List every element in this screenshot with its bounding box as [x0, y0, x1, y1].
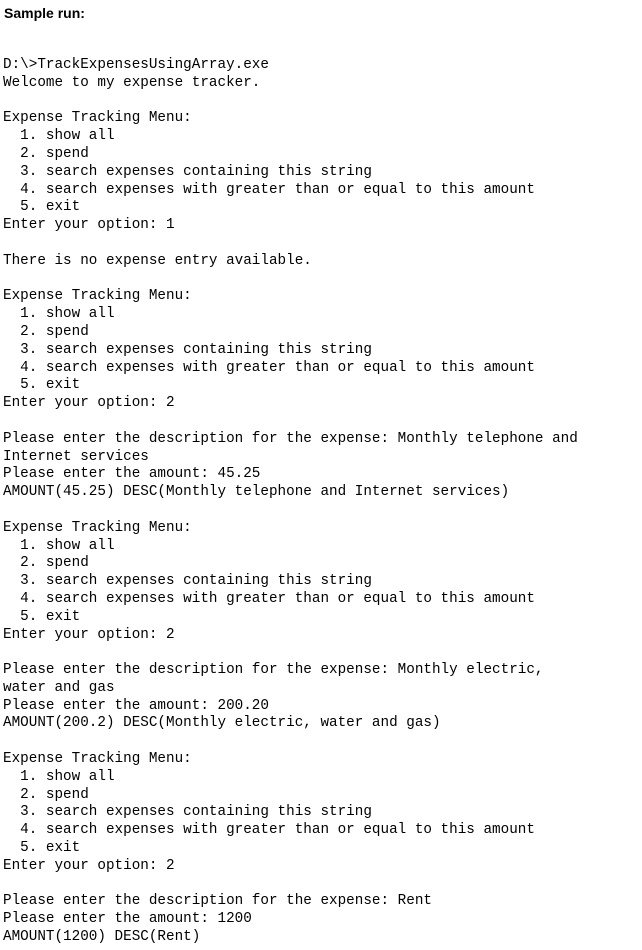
- console-line: 5. exit: [3, 377, 81, 394]
- console-line: 3. search expenses containing this string: [3, 163, 372, 180]
- console-line: water and gas: [3, 679, 115, 696]
- console-line: 1. show all: [3, 537, 115, 554]
- console-line: [3, 876, 639, 894]
- console-line: [3, 271, 639, 289]
- console-line: 1. show all: [3, 128, 115, 145]
- console-line: Expense Tracking Menu:: [3, 288, 192, 305]
- console-line: Please enter the amount: 45.25: [3, 466, 261, 483]
- console-output: [3, 57, 639, 947]
- console-line: Please enter the description for the expense: Rent: [3, 893, 432, 910]
- console-line: Expense Tracking Menu:: [3, 110, 192, 127]
- page-heading: Sample run:: [4, 5, 85, 21]
- console-line: Internet services: [3, 448, 149, 465]
- console-line: Please enter the amount: 1200: [3, 911, 252, 928]
- console-line: AMOUNT(1200) DESC(Rent): [3, 929, 201, 946]
- console-line: 5. exit: [3, 840, 81, 857]
- console-line: 3. search expenses containing this string: [3, 341, 372, 358]
- console-line: [3, 644, 639, 662]
- console-line: 4. search expenses with greater than or equal to this amount: [3, 822, 535, 839]
- console-line: [3, 413, 639, 431]
- console-line: 1. show all: [3, 768, 115, 785]
- console-line: 3. search expenses containing this string: [3, 573, 372, 590]
- console-line: 1. show all: [3, 306, 115, 323]
- console-line: 4. search expenses with greater than or equal to this amount: [3, 181, 535, 198]
- console-line: 2. spend: [3, 786, 89, 803]
- console-line: Welcome to my expense tracker.: [3, 74, 261, 91]
- console-line: There is no expense entry available.: [3, 252, 312, 269]
- console-line: Enter your option: 2: [3, 857, 175, 874]
- console-line: 3. search expenses containing this string: [3, 804, 372, 821]
- console-line: 2. spend: [3, 145, 89, 162]
- console-line: 4. search expenses with greater than or equal to this amount: [3, 590, 535, 607]
- console-line: Enter your option: 1: [3, 217, 175, 234]
- console-line: AMOUNT(45.25) DESC(Monthly telephone and Internet services): [3, 484, 510, 501]
- console-line: 4. search expenses with greater than or equal to this amount: [3, 359, 535, 376]
- console-line: Please enter the amount: 200.20: [3, 697, 269, 714]
- console-line: [3, 93, 639, 111]
- console-line: [3, 235, 639, 253]
- console-line: [3, 733, 639, 751]
- console-line: 2. spend: [3, 555, 89, 572]
- console-line: [3, 502, 639, 520]
- console-line: Expense Tracking Menu:: [3, 751, 192, 768]
- console-line: 5. exit: [3, 199, 81, 216]
- console-line: Expense Tracking Menu:: [3, 519, 192, 536]
- console-line: D:\>TrackExpensesUsingArray.exe: [3, 57, 269, 73]
- console-line: Please enter the description for the expense: Monthly electric,: [3, 662, 544, 679]
- console-line: AMOUNT(200.2) DESC(Monthly electric, water and gas): [3, 715, 441, 732]
- console-line: 2. spend: [3, 323, 89, 340]
- console-line: 5. exit: [3, 608, 81, 625]
- console-line: Please enter the description for the expense: Monthly telephone and: [3, 430, 578, 447]
- console-line: Enter your option: 2: [3, 626, 175, 643]
- console-line: Enter your option: 2: [3, 395, 175, 412]
